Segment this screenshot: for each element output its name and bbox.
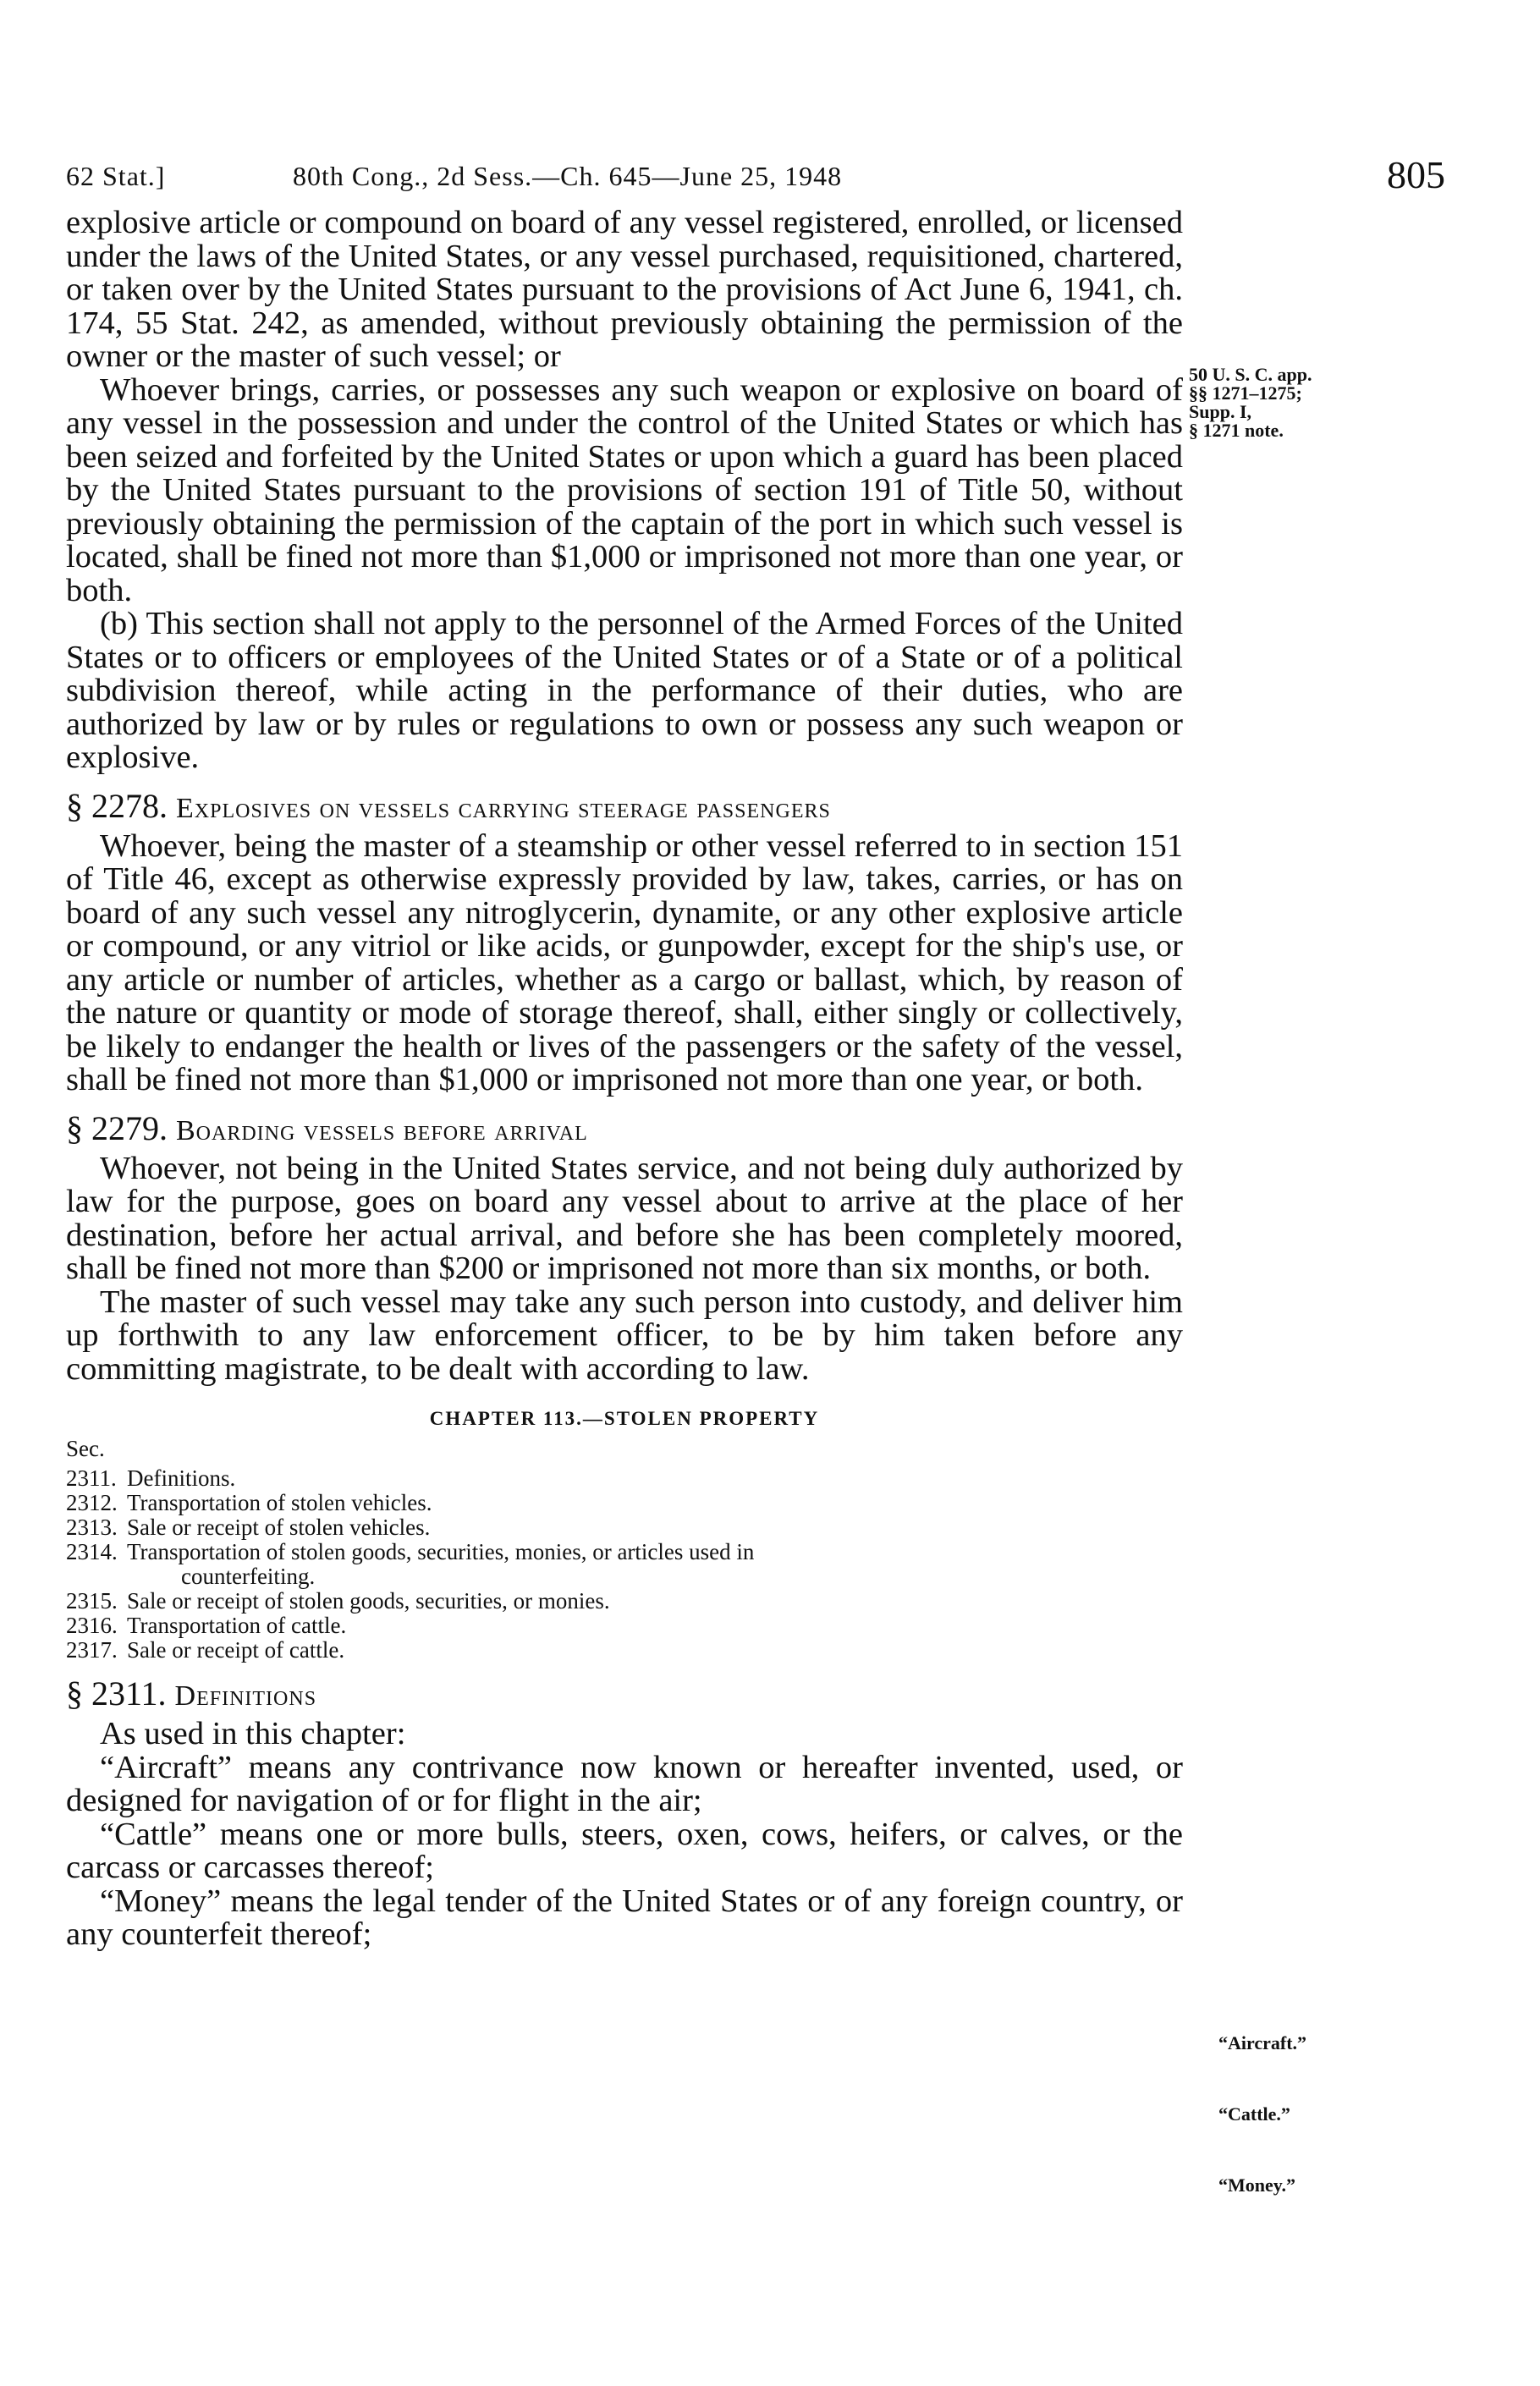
toc-row <box>66 1540 1183 1564</box>
toc-row <box>66 1614 1183 1638</box>
paragraph-cattle-definition: “Cattle” means one or more bulls, steers, oxen, cows, heifers, or calves, or the carcass or carcasses thereof; <box>66 1816 1183 1885</box>
paragraph-as-used: As used in this chapter: <box>100 1716 406 1751</box>
toc-row <box>66 1466 1183 1491</box>
section-2311-number: § 2311. <box>66 1674 167 1713</box>
margin-note-citation <box>1189 366 1350 440</box>
toc-row <box>66 1589 1183 1614</box>
toc-num: 2311. <box>66 1465 117 1491</box>
paragraph-whoever-brings: Whoever brings, carries, or possesses any such weapon or explosive on board of any vessel in the possession and under the control of the United States or which has been seized and forfeited by the United States or upon which a guard has been placed by the United States pursuant to the provisions of section 191 of Title 50, without previously obtaining the permission of the captain of the port in which such vessel is located, shall be fined not more than $1,000 or imprisoned not more than one year, or both. <box>66 371 1183 608</box>
section-2279-heading <box>66 1108 1183 1149</box>
toc-row <box>66 1491 1183 1515</box>
chapter-title: CHAPTER 113.—STOLEN PROPERTY <box>429 1408 820 1429</box>
paragraph-section-2278: Whoever, being the master of a steamship or other vessel referred to in section 151 of Title 46, except as otherwise expressly provided by law, takes, carries, or has on board of any such vessel any nitroglycerin, dynamite, or any other explosive article or compound, or any vitriol or like acids, or gunpowder, except for the ship's use, or any article or number of articles, whether as a cargo or ballast, which, by reason of the nature or quantity or mode of storage thereof, shall, either singly or collectively, be likely to endanger the health or lives of the passengers or the safety of the vessel, shall be fined not more than $1,000 or imprisoned not more than one year, or both. <box>66 827 1183 1097</box>
toc-text: Transportation of cattle. <box>127 1613 347 1638</box>
toc-num: 2314. <box>66 1539 118 1564</box>
page-number: 805 <box>1387 153 1445 196</box>
paragraph-master-custody: The master of such vessel may take any such person into custody, and deliver him up forthwith to any law enforcement officer, to be by him taken before any committing magistrate, to be dealt with according to law. <box>66 1284 1183 1387</box>
chapter-toc <box>66 1437 1183 1663</box>
paragraph-subsection-b: (b) This section shall not apply to the personnel of the Armed Forces of the United States or to officers or employees of the United States or of a State or of a political subdivision thereof, while acting in the performance of their duties, who are authorized by law or by rules or regulations to own or possess any such weapon or explosive. <box>66 606 1183 775</box>
header-volume: 62 Stat.] <box>66 161 166 191</box>
margin-note-cattle: “Cattle.” <box>1218 2103 1290 2125</box>
section-2278-number: § 2278. <box>66 786 168 825</box>
section-2311-heading <box>66 1676 1183 1714</box>
paragraph-section-2279: Whoever, not being in the United States service, and not being duly authorized by law for the purpose, goes on board any vessel about to arrive at the place of her destination, before her actual arrival, and before she has been completely moored, shall be fined not more than $200 or imprisoned not more than six months, or both. <box>66 1150 1183 1286</box>
margin-note-aircraft: “Aircraft.” <box>1218 2032 1307 2053</box>
toc-text: Transportation of stolen vehicles. <box>127 1490 432 1515</box>
section-2278-title: Explosives on vessels carrying steerage passengers <box>176 792 831 824</box>
paragraph-continuation: explosive article or compound on board of any vessel registered, enrolled, or licensed under the laws of the United States, or any vessel purchased, requisitioned, chartered, or taken over by the United States pursuant to the provisions of Act June 6, 1941, ch. 174, 55 Stat. 242, as amended, without previously obtaining the permission of the owner or the master of such vessel; or <box>66 205 1183 374</box>
toc-row <box>66 1515 1183 1540</box>
toc-text: Sale or receipt of cattle. <box>127 1637 345 1663</box>
toc-num: 2316. <box>66 1613 118 1638</box>
margin-note-line: §§ 1271–1275; Supp. I, <box>1189 382 1302 422</box>
margin-note-money: “Money.” <box>1218 2174 1296 2196</box>
toc-continuation: counterfeiting. <box>181 1564 316 1589</box>
body-text <box>66 206 1183 1952</box>
toc-text: Definitions. <box>127 1465 236 1491</box>
toc-row <box>66 1638 1183 1663</box>
toc-text: Transportation of stolen goods, securities, monies, or articles used in <box>127 1539 755 1564</box>
running-header <box>66 152 1445 203</box>
paragraph-money-definition: “Money” means the legal tender of the United States or of any foreign country, or any counterfeit thereof; <box>66 1883 1183 1952</box>
toc-text: Sale or receipt of stolen goods, securities, or monies. <box>127 1588 610 1614</box>
section-2279-title: Boarding vessels before arrival <box>176 1114 588 1146</box>
toc-num: 2312. <box>66 1490 118 1515</box>
margin-note-line: 50 U. S. C. app. <box>1189 364 1312 385</box>
toc-num: 2317. <box>66 1637 118 1663</box>
toc-num: 2313. <box>66 1515 118 1540</box>
paragraph-aircraft-definition: “Aircraft” means any contrivance now known or hereafter invented, used, or designed for navigation of or for flight in the air; <box>66 1749 1183 1818</box>
section-2279-number: § 2279. <box>66 1108 168 1147</box>
toc-sec-label: Sec. <box>66 1436 105 1461</box>
toc-num: 2315. <box>66 1588 118 1614</box>
section-2278-heading <box>66 786 1183 827</box>
toc-text: Sale or receipt of stolen vehicles. <box>127 1515 431 1540</box>
section-2311-title: Definitions <box>174 1680 317 1712</box>
header-session: 80th Cong., 2d Sess.—Ch. 645—June 25, 1948 <box>293 161 843 191</box>
margin-note-line: § 1271 note. <box>1189 420 1284 441</box>
